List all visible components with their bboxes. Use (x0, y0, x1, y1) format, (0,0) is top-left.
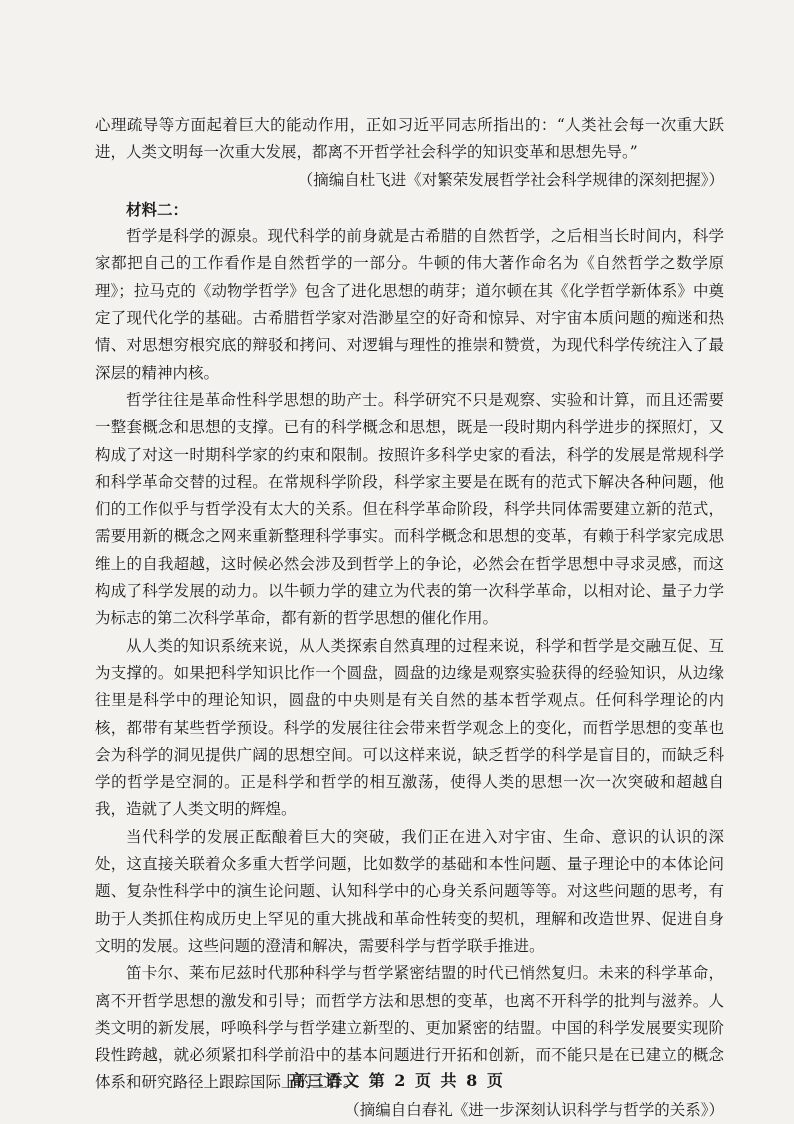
page-footer: 高三语文 第 2 页 共 8 页 (289, 1071, 505, 1090)
body-paragraph: 哲学是科学的源泉。现代科学的前身就是古希腊的自然哲学，之后相当长时间内，科学家都把自己的工作看作是自然哲学的一部分。牛顿的伟大著作命名为《自然哲学之数学原理》；拉马克的《动物学哲学》包含了进化思想的萌芽；道尔顿在其《化学哲学新体系》中奠定了现代化学的基础。古希腊哲学家对浩渺星空的好奇和惊异、对宇宙本质问题的痴迷和热情、对思想穷根究底的辩驳和拷问、对逻辑与理性的推崇和赞赏，为现代科学传统注入了最深层的精神内核。 (95, 227, 724, 382)
body-paragraph: 从人类的知识系统来说，从人类探索自然真理的过程来说，科学和哲学是交融互促、互为支撑的。如果把科学知识比作一个圆盘，圆盘的边缘是观察实验获得的经验知识，从边缘往里是科学中的理论知识，圆盘的中央则是有关自然的基本哲学观点。任何科学理论的内核，都带有某些哲学预设。科学的发展往往会带来哲学观念上的变化，而哲学思想的变革也会为科学的洞见提供广阔的思想空间。可以这样来说，缺乏哲学的科学是盲目的，而缺乏科学的哲学是空洞的。正是科学和哲学的相互激荡，使得人类的思想一次一次突破和超越自我，造就了人类文明的辉煌。 (95, 636, 724, 819)
intro-source: （摘编自杜飞进《对繁荣发展哲学社会科学规律的深刻把握》） (297, 170, 724, 189)
body-paragraph: 笛卡尔、莱布尼兹时代那种科学与哲学紧密结盟的时代已悄然复归。未来的科学革命，离不开哲学思想的激发和引导；而哲学方法和思想的变革，也离不开科学的批判与滋养。人类文明的新发展，呼唤科学与哲学建立新型的、更加紧密的结盟。中国的科学发展要实现阶段性跨越，就必须紧扣科学前沿中的基本问题进行开拓和创新，而不能只是在已建立的概念体系和研究路径上跟踪国际上的工作。 (95, 964, 724, 1092)
intro-paragraph: 心理疏导等方面起着巨大的能动作用，正如习近平同志所指出的：“人类社会每一次重大跃进，人类文明每一次重大发展，都离不开哲学社会科学的知识变革和思想先导。” (95, 116, 724, 162)
body-paragraph: 哲学往往是革命性科学思想的助产士。科学研究不只是观察、实验和计算，而且还需要一整套概念和思想的支撑。已有的科学概念和思想，既是一段时期内科学进步的探照灯，又构成了对这一时期科学家的约束和限制。按照许多科学史家的看法，科学的发展是常规科学和科学革命交替的过程。在常规科学阶段，科学家主要是在既有的范式下解决各种问题，他们的工作似乎与哲学没有太大的关系。但在科学革命阶段，科学共同体需要建立新的范式，需要用新的概念之网来重新整理科学事实。而科学概念和思想的变革，有赖于科学家完成思维上的自我超越，这时候必然会涉及到哲学上的争论，必然会在哲学思想中寻求灵感，而这构成了科学发展的动力。以牛顿力学的建立为代表的第一次科学革命，以相对论、量子力学为标志的第二次科学革命，都有新的哲学思想的催化作用。 (95, 390, 724, 628)
body-paragraph: 当代科学的发展正酝酿着巨大的突破，我们正在进入对宇宙、生命、意识的认识的深处，这直接关联着众多重大哲学问题，比如数学的基础和本性问题、量子理论中的本体论问题、复杂性科学中的演生论问题、认知科学中的心身关系问题等等。对这些问题的思考，有助于人类抓住构成历史上罕见的重大挑战和革命性转变的契机，理解和改造世界、促进自身文明的发展。这些问题的澄清和解决，需要科学与哲学联手推进。 (95, 827, 724, 955)
material-source: （摘编自白春礼《进一步深刻认识科学与哲学的关系》） (344, 1100, 724, 1119)
material-heading: 材料二： (126, 199, 189, 219)
